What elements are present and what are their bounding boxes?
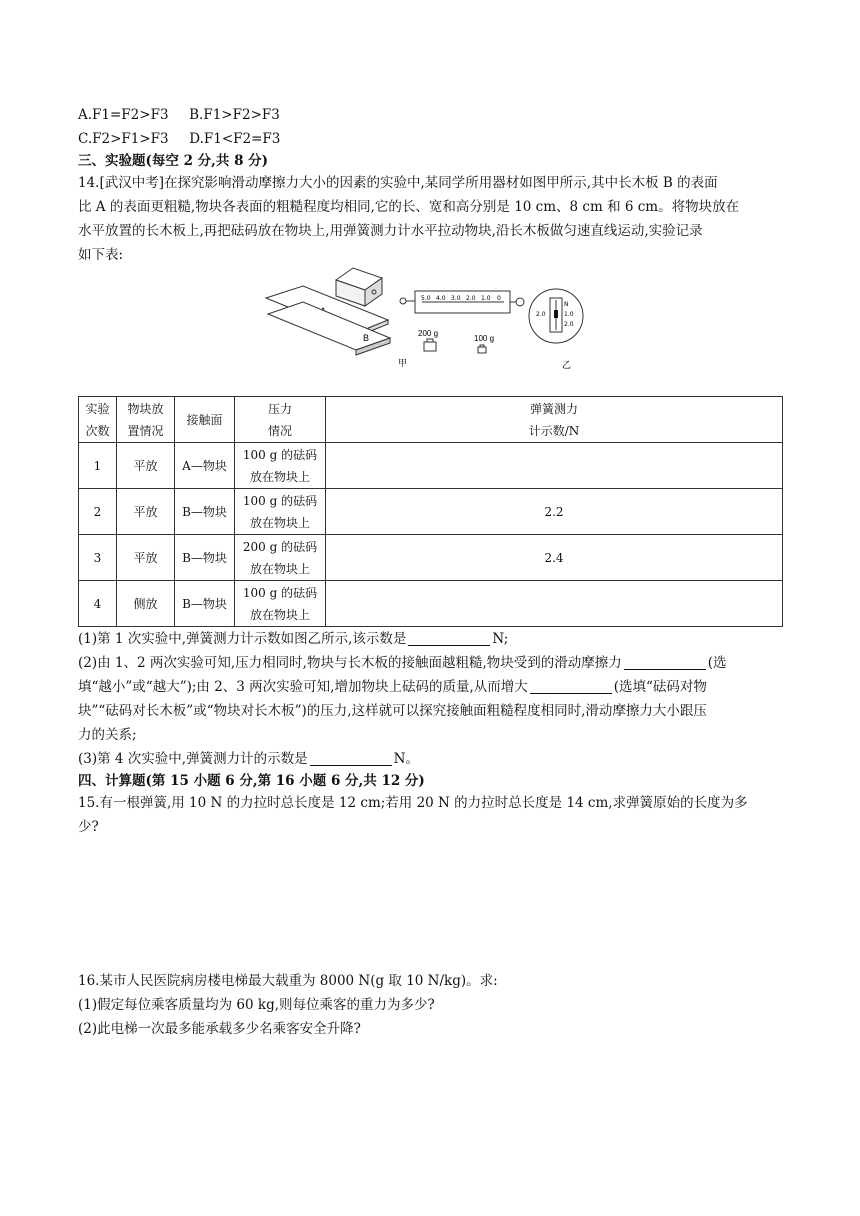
weight-100g-label: 100 g [474,334,495,343]
cell-contact: B—物块 [175,535,235,581]
option-d: D.F1<F2=F3 [189,131,281,147]
answer-blank-2[interactable] [624,654,706,670]
q14-sub2-text-1: (2)由 1、2 两次实验可知,压力相同时,物块与长木板的接触面越粗糙,物块受到的滑动摩擦力 [78,655,622,671]
cell-placement: 平放 [117,489,175,535]
cell-reading [326,443,783,489]
q14-sub1-text: (1)第 1 次实验中,弹簧测力计示数如图乙所示,该示数是 [78,631,407,647]
q15-line-1: 15.有一根弹簧,用 10 N 的力拉时总长度是 12 cm;若用 20 N 的力拉时总长度是 14 cm,求弹簧原始的长度为多 [78,795,748,811]
q14-line-3: 水平放置的长木板上,再把砝码放在物块上,用弹簧测力计水平拉动物块,沿长木板做匀速直线运动,实验记录 [78,223,703,239]
section-4-title: 四、计算题(第 15 小题 6 分,第 16 小题 6 分,共 12 分) [78,773,425,789]
scale-tick-1: 1.0 [481,295,491,302]
cell-trial: 1 [79,443,117,489]
cell-reading [326,581,783,627]
q16-line-2: (1)假定每位乘客质量均为 60 kg,则每位乘客的重力为多少? [78,997,435,1013]
cell-trial: 4 [79,581,117,627]
scale-dial-yi [529,289,583,371]
cell-contact: B—物块 [175,581,235,627]
q14-sub2-text-1b: (选 [707,655,727,671]
q16-line-3: (2)此电梯一次最多能承载多少名乘客安全升降? [78,1021,361,1037]
dial-tick-2a: 2.0 [536,311,546,318]
answer-blank-1[interactable] [408,630,490,646]
header-pressure: 压力 情况 [235,397,326,443]
options-row-1 [78,104,782,126]
wooden-block [336,268,382,306]
table-row [79,581,783,627]
dial-tick-1: 1.0 [564,311,574,318]
q14-sub-2-line-3: 块”“砝码对长木板”或“物块对长木板”)的压力,这样就可以探究接触面粗糙程度相同时,滑动摩擦力大小跟压 [78,703,707,719]
figure-label-jia: 甲 [398,359,408,369]
q14-line-1: 14.[武汉中考]在探究影响滑动摩擦力大小的因素的实验中,某同学所用器材如图甲所示,其中长木板 B 的表面 [78,175,718,191]
cell-placement: 平放 [117,535,175,581]
q14-sub3-text: (3)第 4 次实验中,弹簧测力计的示数是 [78,751,308,767]
header-reading: 弹簧测力 计示数/N [326,397,783,443]
cell-trial: 2 [79,489,117,535]
option-a: A.F1=F2>F3 [78,107,169,123]
cell-pressure: 200 g 的砝码 放在物块上 [235,535,326,581]
weight-200g [418,329,438,351]
table-row [79,535,783,581]
cell-pressure: 100 g 的砝码 放在物块上 [235,489,326,535]
q14-sub1-unit: N; [492,631,509,647]
experiment-figure [258,258,618,374]
table-row [79,443,783,489]
answer-blank-3[interactable] [530,678,612,694]
cell-reading: 2.4 [326,535,783,581]
cell-pressure: 100 g 的砝码 放在物块上 [235,443,326,489]
q14-sub-2-line-1 [78,652,782,674]
weight-200g-label: 200 g [418,329,439,338]
header-placement: 物块放 置情况 [117,397,175,443]
figure-label-yi: 乙 [562,361,572,371]
dial-unit: N [564,301,569,308]
scale-tick-2: 2.0 [466,295,476,302]
scale-tick-5: 5.0 [421,295,431,302]
q14-sub2-text-2b: (选填“砝码对物 [613,679,707,695]
spring-scale [400,291,524,313]
answer-blank-4[interactable] [310,750,392,766]
header-contact: 接触面 [175,397,235,443]
cell-contact: B—物块 [175,489,235,535]
q14-line-2: 比 A 的表面更粗糙,物块各表面的粗糙程度均相同,它的长、宽和高分别是 10 cm、8 cm 和 6 cm。将物块放在 [78,199,740,215]
weight-100g [474,334,494,353]
scale-tick-4: 4.0 [436,295,446,302]
cell-trial: 3 [79,535,117,581]
option-b: B.F1>F2>F3 [189,107,280,123]
board-b-label: B [363,333,370,343]
cell-placement: 平放 [117,443,175,489]
cell-pressure: 100 g 的砝码 放在物块上 [235,581,326,627]
q14-sub-3 [78,748,782,770]
q14-sub-2-line-2 [78,676,782,698]
section-3-title: 三、实验题(每空 2 分,共 8 分) [78,153,269,169]
cell-contact: A—物块 [175,443,235,489]
scale-tick-0: 0 [497,295,501,302]
dial-tick-2b: 2.0 [564,321,574,328]
q14-sub2-text-2: 填“越小”或“越大”);由 2、3 两次实验可知,增加物块上砝码的质量,从而增大 [78,679,528,695]
q14-line-4: 如下表: [78,247,124,263]
experiment-table [78,396,783,627]
q14-sub-1 [78,628,782,650]
q15-line-2: 少? [78,819,99,835]
table-header-row [79,397,783,443]
cell-placement: 侧放 [117,581,175,627]
q14-sub-2-line-4: 力的关系; [78,727,137,743]
q16-line-1: 16.某市人民医院病房楼电梯最大载重为 8000 N(g 取 10 N/kg)。求: [78,973,498,989]
option-c: C.F2>F1>F3 [78,131,169,147]
options-row-2 [78,128,782,150]
cell-reading: 2.2 [326,489,783,535]
q14-sub3-unit: N。 [393,751,419,767]
table-row [79,489,783,535]
header-trial: 实验 次数 [79,397,117,443]
scale-tick-3: 3.0 [451,295,461,302]
